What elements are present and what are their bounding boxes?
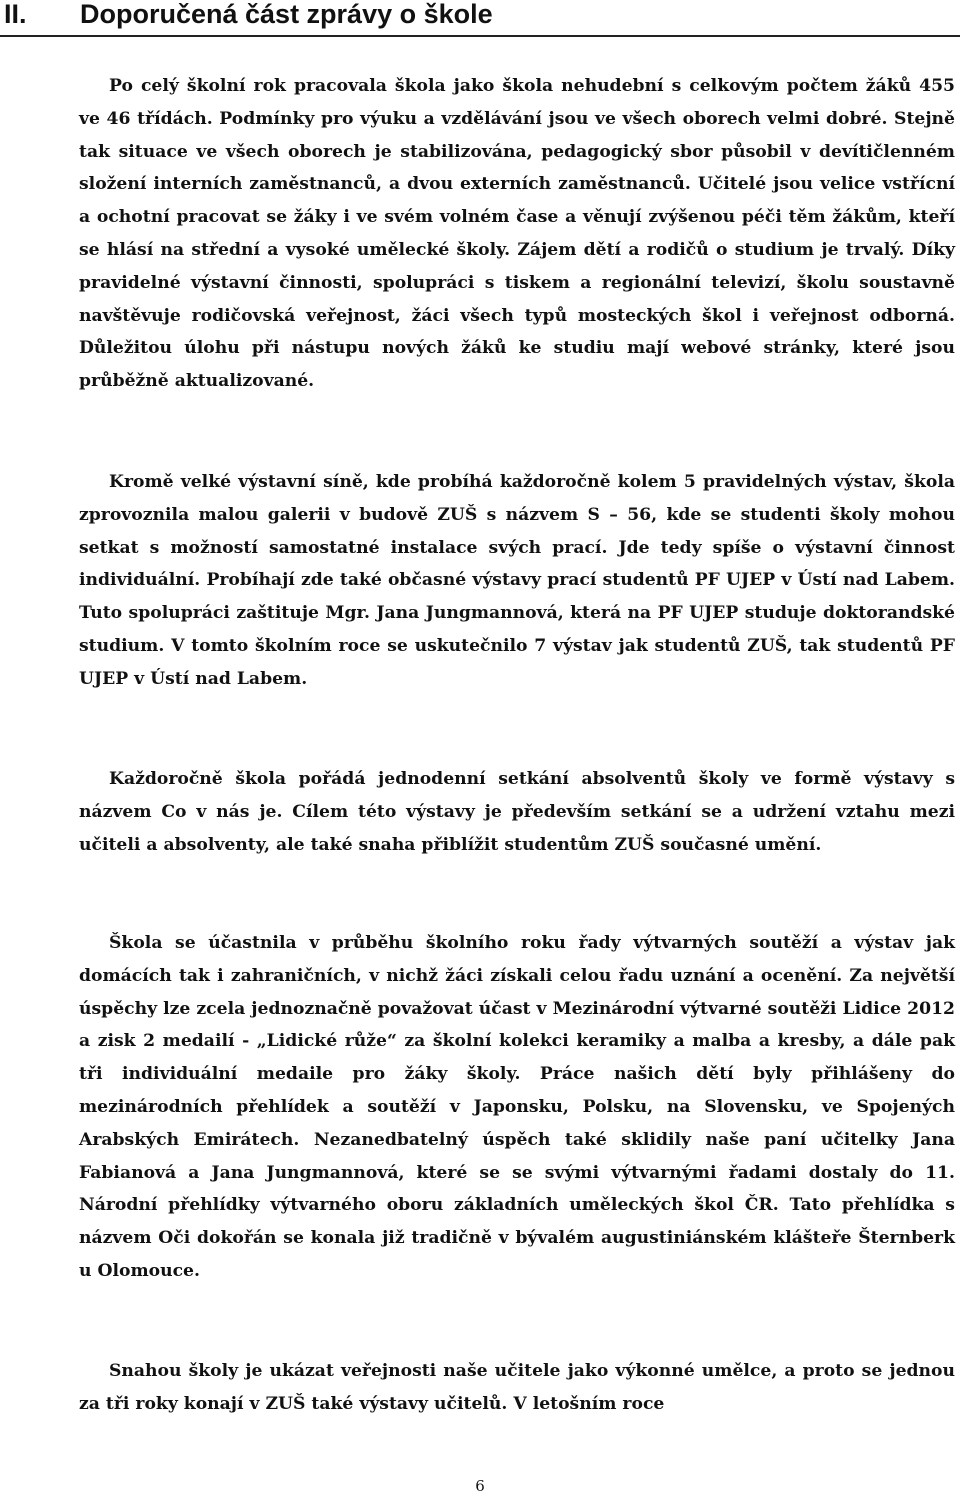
heading-divider	[0, 35, 960, 37]
section-title: Doporučená část zprávy o škole	[80, 0, 493, 29]
page-number: 6	[475, 1477, 485, 1495]
paragraph-competitions: Škola se účastnila v průběhu školního roku řady výtvarných soutěží a výstav jak domácích tak i zahraničních, v nichž žáci získali celou řadu uznání a ocenění. Za největší úspěchy lze zcela jednoznačně považovat účast v Mezinárodní výtvarné soutěži Lidice 2012 a zisk 2 medailí - „Lidické růže“ za školní kolekci keramiky a malba a kresby, a dále pak tři individuální medaile pro žáky školy. Práce našich dětí byly přihlášeny do mezinárodních přehlídek a soutěží v Japonsku, Polsku, na Slovensku, ve Spojených Arabských Emirátech. Nezanedbatelný úspěch také sklidily naše paní učitelky Jana Fabianová a Jana Jungmannová, které se se svými výtvarnými řadami dostaly do 11. Národní přehlídky výtvarného oboru základních uměleckých škol ČR. Tato přehlídka s názvem Oči dokořán se konala již tradičně v bývalém augustiniánském klášteře Šternberk u Olomouce.	[79, 933, 955, 1281]
paragraph-school-overview: Po celý školní rok pracovala škola jako škola nehudební s celkovým počtem žáků 455 ve 46 třídách. Podmínky pro výuku a vzdělávání jsou ve všech oborech velmi dobré. Stejně tak situace ve všech oborech je stabilizována, pedagogický sbor působil v devítičlenném složení interních zaměstnanců, a dvou externích zaměstnanců. Učitelé jsou velice vstřícní a ochotní pracovat se žáky i ve svém volném čase a věnují zvýšenou péči těm žákům, kteří se hlásí na střední a vysoké umělecké školy. Zájem dětí a rodičů o studium je trvalý. Díky pravidelné výstavní činnosti, spolupráci s tiskem a regionální televizí, školu soustavně navštěvuje rodičovská veřejnost, žáci všech typů mosteckých škol i veřejnost odborná. Důležitou úlohu při nástupu nových žáků ke studiu mají webové stránky, které jsou průběžně aktualizované.	[79, 76, 955, 392]
paragraph-alumni-exhibition: Každoročně škola pořádá jednodenní setkání absolventů školy ve formě výstavy s názvem Co v nás je. Cílem této výstavy je především setkání se a udržení vztahu mezi učiteli a absolventy, ale také snaha přiblížit studentům ZUŠ současné umění.	[79, 769, 955, 855]
section-heading	[0, 0, 960, 34]
section-number: II.	[4, 0, 27, 29]
paragraph-teacher-exhibitions: Snahou školy je ukázat veřejnosti naše učitele jako výkonné umělce, a proto se jednou za tři roky konají v ZUŠ také výstavy učitelů. V letošním roce	[79, 1361, 955, 1414]
paragraph-gallery: Kromě velké výstavní síně, kde probíhá každoročně kolem 5 pravidelných výstav, škola zprovoznila malou galerii v budově ZUŠ s názvem S – 56, kde se studenti školy mohou setkat s možností samostatné instalace svých prací. Jde tedy spíše o výstavní činnost individuální. Probíhají zde také občasné výstavy prací studentů PF UJEP v Ústí nad Labem. Tuto spolupráci zaštituje Mgr. Jana Jungmannová, která na PF UJEP studuje doktorandské studium. V tomto školním roce se uskutečnilo 7 výstav jak studentů ZUŠ, tak studentů PF UJEP v Ústí nad Labem.	[79, 472, 955, 689]
